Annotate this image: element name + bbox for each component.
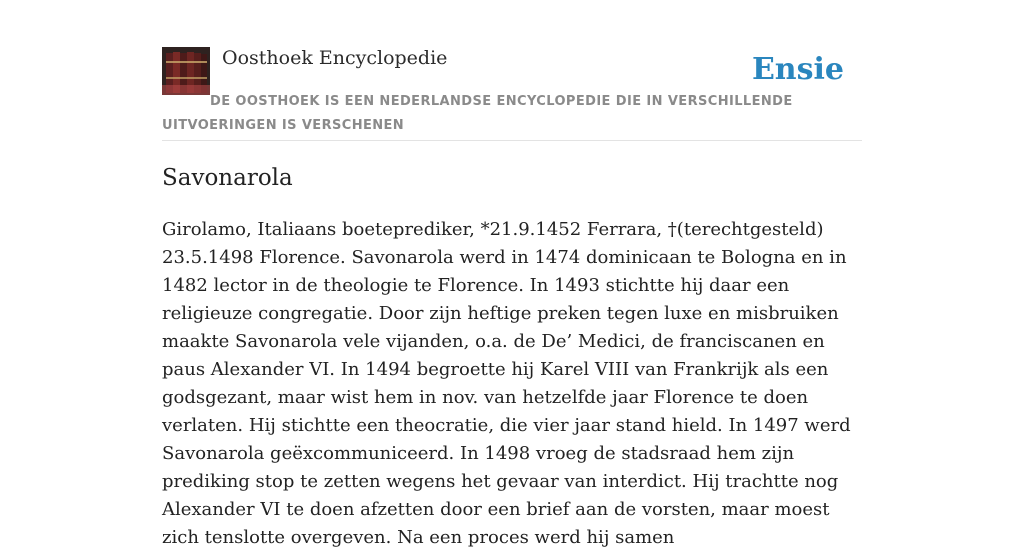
- article-body: Girolamo, Italiaans boeteprediker, *21.9.1452 Ferrara, †(terechtgesteld) 23.5.1498 Florence. Savonarola werd in 1474 dominicaan te Bologna en in 1482 lector in de theologie te Florence. In 1493 stichtte hij daar een religieuze congregatie. Door zijn heftige preken tegen luxe en misbruiken maakte Savonarola vele vijanden, o.a. de De’ Medici, de franciscanen en paus Alexander VI. In 1494 begroette hij Karel VIII van Frankrijk als een godsgezant, maar wist hem in nov. van hetzelfde jaar Florence te doen verlaten. Hij stichtte een theocratie, die vier jaar stand hield. In 1497 werd Savonarola geëxcommuniceerd. In 1498 vroeg de stadsraad hem zijn prediking stop te zetten wegens het gevaar van interdict. Hij trachtte nog Alexander VI te doen afzetten door een brief aan de vorsten, maar moest zich tenslotte overgeven. Na een proces werd hij samen: [162, 219, 851, 548]
- ensie-logo-link[interactable]: Ensie: [751, 52, 844, 87]
- site-header: [162, 46, 862, 141]
- encyclopedia-books-avatar[interactable]: [162, 47, 210, 95]
- books-icon: [162, 47, 210, 95]
- site-name[interactable]: Oosthoek Encyclopedie: [222, 47, 448, 69]
- site-tagline: DE OOSTHOEK IS EEN NEDERLANDSE ENCYCLOPEDIE DIE IN VERSCHILLENDE UITVOERINGEN IS VERSCHENEN: [162, 94, 793, 133]
- article-title: Savonarola: [162, 165, 293, 191]
